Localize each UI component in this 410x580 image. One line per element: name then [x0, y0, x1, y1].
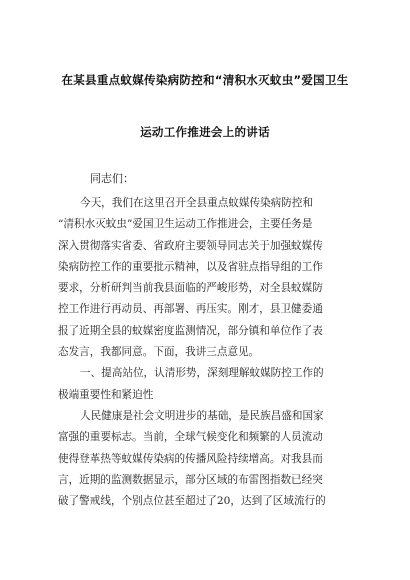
section-heading-line: 一、提高站位，认清形势，深刻理解蚊媒防控工作的	[80, 367, 324, 380]
body-line: 使得登革热等蚊媒传染病的传播风险持续增高。对我县而	[58, 452, 323, 465]
body-line: 言，近期的监测数据显示，部分区域的布雷图指数已经突	[58, 473, 323, 486]
body-line: 深入贯彻落实省委、省政府主要领导同志关于加强蚊媒传	[58, 239, 323, 252]
greeting: 同志们：	[90, 172, 134, 185]
document-title-line-2: 运动工作推进会上的讲话	[140, 125, 270, 139]
body-line: 要求，分析研判当前我县面临的严峻形势，对全县蚊媒防	[58, 282, 323, 295]
document-title-line-1: 在某县重点蚊媒传染病防控和“清积水灭蚊虫”爱国卫生	[61, 73, 349, 87]
body-line: 人民健康是社会文明进步的基础，是民族昌盛和国家	[80, 409, 324, 422]
body-line: 染病防控工作的重要批示精神，以及省驻点指导组的工作	[58, 260, 323, 273]
document-body	[58, 193, 358, 512]
body-line: 态发言，我都同意。下面，我讲三点意见。	[58, 346, 260, 359]
body-line: 报了近期全县的蚊媒密度监测情况，部分镇和单位作了表	[58, 324, 323, 337]
section-heading-line: 极端重要性和紧迫性	[58, 388, 154, 401]
body-line: 今天，我们在这里召开全县重点蚊媒传染病防控和	[80, 197, 314, 209]
body-line: “清积水灭蚊虫”爱国卫生运动工作推进会，主要任务是	[58, 218, 313, 231]
body-line: 破了警戒线，个别点位甚至超过了20，达到了区域流行的	[58, 495, 326, 508]
body-line: 富强的重要标志。当前，全球气候变化和频繁的人员流动	[58, 431, 323, 444]
body-line: 控工作进行再动员、再部署、再压实。刚才，县卫健委通	[58, 303, 323, 316]
